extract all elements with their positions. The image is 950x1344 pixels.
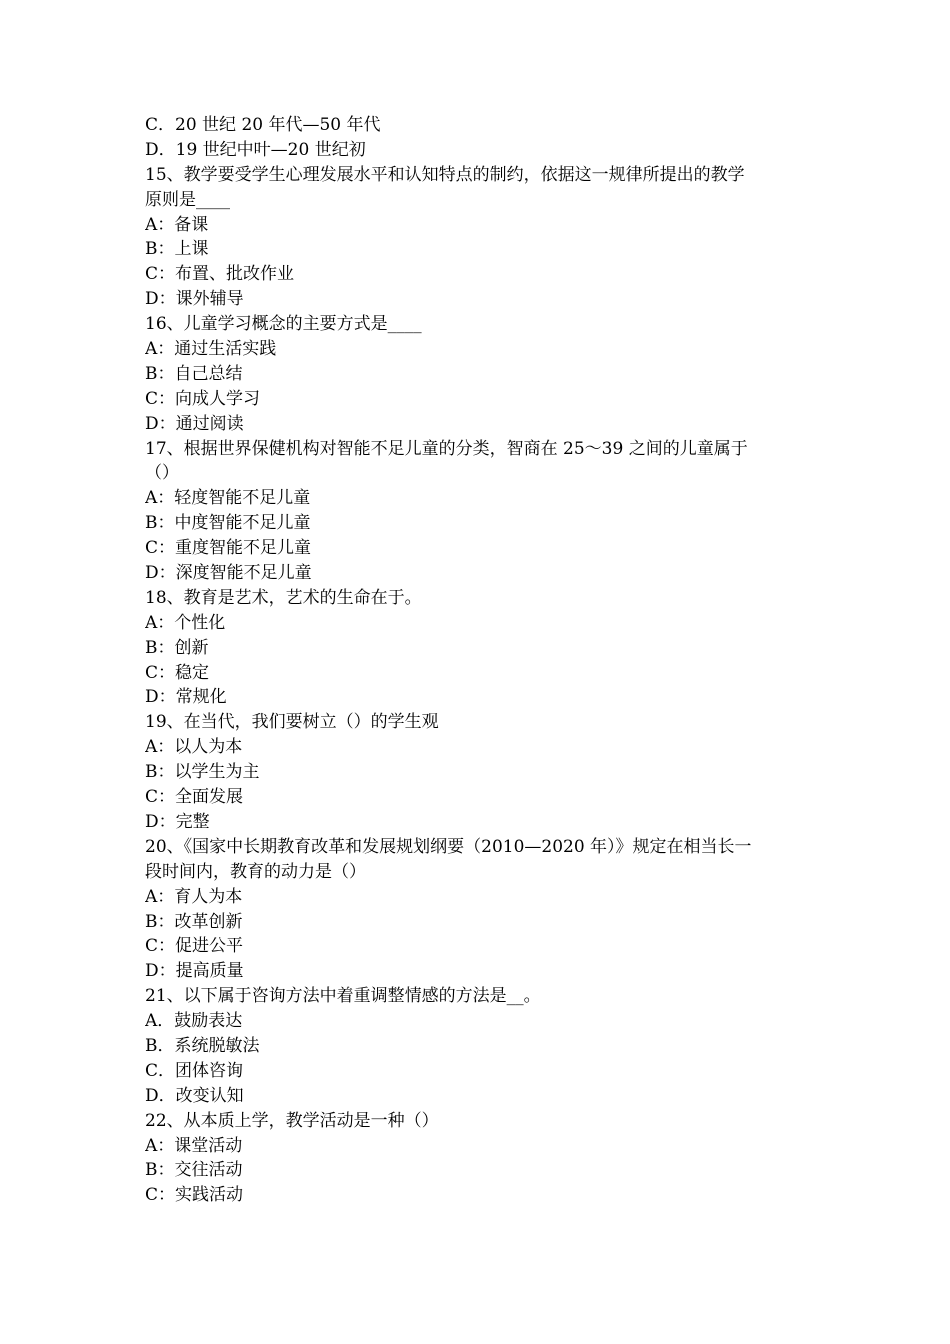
question-18: 18、教育是艺术，艺术的生命在于。	[145, 587, 422, 608]
option-b: B：自己总结	[145, 363, 243, 384]
option-b: B：改革创新	[145, 911, 243, 932]
text-line: （）	[145, 463, 179, 484]
question-19: 19、在当代，我们要树立（）的学生观	[145, 712, 439, 733]
document-body	[145, 113, 810, 1208]
question-21: 21、以下属于咨询方法中着重调整情感的方法是__。	[145, 986, 541, 1007]
option-c: C：全面发展	[145, 787, 244, 808]
option-c: C：向成人学习	[145, 388, 261, 409]
option-c: C：布置、批改作业	[145, 264, 295, 285]
text-line: 原则是____	[145, 189, 230, 210]
option-c: C：稳定	[145, 662, 210, 683]
option-c: C．团体咨询	[145, 1060, 244, 1081]
option-a: A：课堂活动	[145, 1135, 243, 1156]
text-line: 段时间内，教育的动力是（）	[145, 861, 366, 882]
option-c: C：重度智能不足儿童	[145, 538, 312, 559]
question-16: 16、儿童学习概念的主要方式是____	[145, 314, 422, 335]
option-d: D：提高质量	[145, 961, 244, 982]
question-22: 22、从本质上学，教学活动是一种（）	[145, 1110, 439, 1131]
option-b: B．系统脱敏法	[145, 1035, 260, 1056]
option-d: D：课外辅导	[145, 289, 244, 310]
option-b: B：交往活动	[145, 1160, 243, 1181]
option-d: D：常规化	[145, 687, 227, 708]
option-a: A：通过生活实践	[145, 339, 277, 360]
option-d: D．改变认知	[145, 1085, 244, 1106]
question-15: 15、教学要受学生心理发展水平和认知特点的制约，依据这一规律所提出的教学	[145, 164, 745, 185]
text-line: C．20 世纪 20 年代—50 年代	[145, 115, 381, 135]
option-a: A．鼓励表达	[145, 1011, 243, 1032]
option-b: B：创新	[145, 637, 209, 658]
option-a: A：个性化	[145, 612, 226, 633]
text-line: D．19 世纪中叶—20 世纪初	[145, 139, 366, 160]
option-c: C：实践活动	[145, 1185, 244, 1206]
option-a: A：备课	[145, 214, 209, 235]
option-a: A：轻度智能不足儿童	[145, 488, 311, 509]
option-d: D：完整	[145, 811, 210, 832]
question-20: 20、《国家中长期教育改革和发展规划纲要（2010—2020 年）》规定在相当长一	[145, 836, 752, 857]
option-b: B：以学生为主	[145, 762, 260, 783]
option-a: A：以人为本	[145, 737, 243, 758]
option-d: D：通过阅读	[145, 413, 244, 434]
option-b: B：上课	[145, 239, 209, 260]
question-17: 17、根据世界保健机构对智能不足儿童的分类，智商在 25～39 之间的儿童属于	[145, 438, 748, 459]
option-c: C：促进公平	[145, 936, 244, 957]
option-b: B：中度智能不足儿童	[145, 513, 311, 534]
option-a: A：育人为本	[145, 886, 243, 907]
option-d: D：深度智能不足儿童	[145, 563, 312, 584]
